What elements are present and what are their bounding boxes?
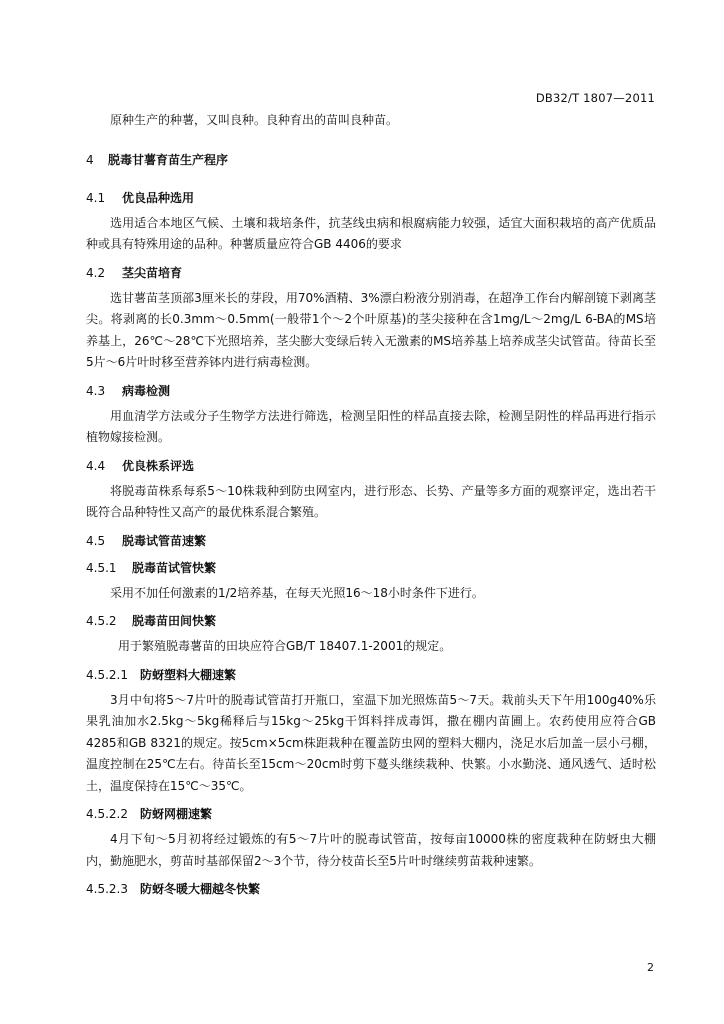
- paragraph-4-5-1: 采用不加任何激素的1/2培养基，在每天光照16～18小时条件下进行。: [110, 585, 484, 600]
- section-number: 4.5.2: [86, 614, 117, 628]
- section-heading-4-4: [86, 456, 656, 476]
- paragraph-4-3: 用血清学方法或分子生物学方法进行筛选，检测呈阳性的样品直接去除，检测呈阴性的样品再进行指示植物嫁接检测。: [86, 408, 656, 444]
- paragraph-4-5-2: 用于繁殖脱毒薯苗的田块应符合GB/T 18407.1-2001的规定。: [118, 639, 452, 653]
- section-number: 4.3: [86, 383, 106, 398]
- section-title: 脱毒甘薯育苗生产程序: [108, 152, 229, 167]
- section-number: 4.4: [86, 458, 106, 473]
- section-title: 茎尖苗培育: [122, 265, 183, 280]
- section-number: 4.5: [86, 533, 106, 548]
- page-number: 2: [647, 961, 654, 974]
- section-number: 4.1: [86, 190, 106, 205]
- paragraph-4-2: 选甘薯苗茎顶部3厘米长的芽段，用70%酒精、3%漂白粉液分别消毒，在超净工作台内解剖镜下剥离茎尖。将剥离的长0.3mm～0.5mm(一般带1个～2个叶原基)的茎尖接种在含1mg/L～2mg/L 6-BA的MS培养基上，26℃～28℃下光照培养，茎尖膨大变绿后转入无激素的MS培养基上培养成茎尖试管苗。待苗长至5片～6片叶时移至营养钵内进行病毒检测。: [86, 290, 656, 369]
- section-heading-4-5: [86, 531, 656, 551]
- section-number: 4.5.1: [86, 560, 117, 575]
- section-number: 4.2: [86, 265, 106, 280]
- section-number: 4.5.2.3: [86, 882, 128, 896]
- paragraph-4-1: 选用适合本地区气候、土壤和栽培条件，抗茎线虫病和根腐病能力较强，适宜大面积栽培的高产优质品种或具有特殊用途的品种。种薯质量应符合GB 4406的要求: [86, 215, 656, 251]
- paragraph-4-5-2-1: 3月中旬将5～7片叶的脱毒试管苗打开瓶口，室温下加光照炼苗5～7天。栽前头天下午用100g40%乐果乳油加水2.5kg～5kg稀释后与15kg～25kg干饵料拌成毒饵，撒在棚内苗圃上。农药使用应符合GB 4285和GB 8321的规定。按5cm×5cm株距栽种在覆盖防虫网的塑料大棚内，浇足水后加盖一层小弓棚，温度控制在25℃左右。待苗长至15cm～20cm时剪下蔓头继续栽种、快繁。小水勤浇、通风透气、适时松土，温度保持在15℃～35℃。: [86, 692, 656, 793]
- section-heading-4-3: [86, 381, 656, 401]
- section-title: 防蚜冬暖大棚越冬快繁: [140, 882, 261, 896]
- section-title: 病毒检测: [122, 383, 171, 398]
- section-title: 优良株系评选: [122, 458, 195, 473]
- section-title: 脱毒苗田间快繁: [132, 614, 217, 628]
- section-heading-4-5-2-3: [86, 879, 656, 899]
- section-number: 4: [86, 152, 94, 167]
- document-body: [86, 110, 656, 899]
- section-title: 防蚜塑料大棚速繁: [140, 667, 237, 682]
- section-title: 脱毒苗试管快繁: [132, 560, 217, 575]
- section-heading-4-1: [86, 188, 656, 208]
- paragraph-4-5-2-2: 4月下旬～5月初将经过锻炼的有5～7片叶的脱毒试管苗，按每亩10000株的密度栽种在防蚜虫大棚内，勤施肥水，剪苗时基部保留2～3个节，待分枝苗长至5片叶时继续剪苗栽种速繁。: [86, 832, 656, 868]
- section-number: 4.5.2.2: [86, 807, 128, 821]
- section-heading-4-5-2-2: [86, 804, 656, 824]
- section-title: 优良品种选用: [122, 190, 195, 205]
- section-heading-4: [86, 150, 656, 170]
- document-code: DB32/T 1807—2011: [535, 91, 655, 105]
- section-heading-4-5-1: [86, 558, 656, 578]
- paragraph-4-4: 将脱毒苗株系每系5～10株栽种到防虫网室内，进行形态、长势、产量等多方面的观察评定，选出若干既符合品种特性又高产的最优株系混合繁殖。: [86, 483, 656, 519]
- section-heading-4-2: [86, 263, 656, 283]
- section-heading-4-5-2-1: [86, 665, 656, 685]
- section-title: 脱毒试管苗速繁: [122, 533, 207, 548]
- paragraph-intro: 原种生产的种薯，又叫良种。良种育出的苗叫良种苗。: [110, 113, 399, 127]
- section-number: 4.5.2.1: [86, 667, 128, 682]
- section-heading-4-5-2: [86, 611, 656, 631]
- section-title: 防蚜网棚速繁: [140, 807, 213, 821]
